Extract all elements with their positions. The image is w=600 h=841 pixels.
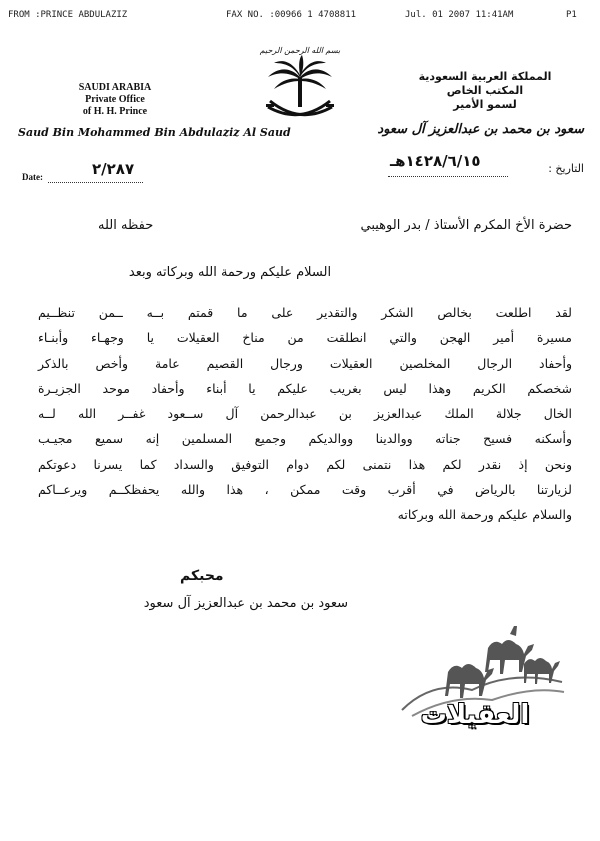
- sign-off: محبكم: [180, 568, 224, 584]
- letterhead-english: [40, 82, 190, 118]
- arabic-date-dotted-line: [388, 176, 508, 177]
- arabic-calligraphy-name: سعود بن محمد بن عبدالعزيز آل سعود: [377, 122, 584, 137]
- body-line: شخصكم الكريم وهذا ليس بغريب عليكم يا أبناء وأحفاد موحد الجزيـرة: [38, 380, 572, 396]
- addressee: حضرة الأخ المكرم الأستاذ / بدر الوهيبي: [360, 218, 572, 233]
- fax-number: FAX NO. :00966 1 4708811: [226, 10, 357, 20]
- addressee-row: [38, 206, 572, 246]
- arabic-date-label: التاريخ :: [548, 162, 584, 175]
- body-line: الخال جلالة الملك عبدالعزيز بن عبدالرحمن آل ســعود غفــر الله لــه: [38, 406, 572, 422]
- body-line: ونحن إذ نقدر لكم هذا نتمنى لكم دوام التوفيق والسداد كما يسرنا دعوتكم: [38, 456, 572, 472]
- hijri-date: ١٤٢٨/٦/١٥هـ: [390, 152, 481, 170]
- body-line: وأسكنه فسيح جناته ووالدينا ووالديكم وجميع المسلمين إنه سميع مجيـب: [38, 431, 572, 447]
- letterhead-arabic: [410, 70, 560, 112]
- letter-body: [38, 206, 572, 528]
- fax-header: [0, 10, 600, 26]
- fax-page: P1: [566, 10, 577, 20]
- reference-number: ٢/٢٨٧: [92, 160, 135, 178]
- body-line: وأحفاد الرجال المخلصين العقيلات ورجال القصيم عامة وأخص بالذكر: [38, 355, 572, 371]
- body-line: والسلام عليكم ورحمة الله وبركاته: [397, 507, 572, 523]
- date-dotted-line: [48, 182, 143, 183]
- body-line: مسيرة أمير الهجن والتي انطلقت من مناخ العقيلات يا وجهـاء وأبنـاء: [38, 330, 572, 346]
- body-line: لقد اطلعت بخالص الشكر والتقدير على ما قمتم بــه ــمن تنظــيم: [38, 305, 572, 320]
- sender-name: سعود بن محمد بن عبدالعزيز آل سعود: [143, 596, 348, 611]
- greeting: السلام عليكم ورحمة الله وبركاته وبعد: [128, 265, 332, 280]
- letterhead-line: لسمو الأمير: [453, 98, 517, 111]
- english-calligraphy-name: Saud Bin Mohammed Bin Abdulaziz Al Saud: [18, 126, 291, 139]
- letterhead-line: of H. H. Prince: [82, 106, 148, 117]
- honorific: حفظه الله: [98, 218, 154, 233]
- letterhead-line: المملكة العربية السعودية: [418, 70, 552, 83]
- saudi-emblem: [258, 46, 342, 130]
- fax-from: FROM :PRINCE ABDULAZIZ: [8, 10, 128, 20]
- date-label: Date:: [22, 172, 43, 182]
- letterhead-line: SAUDI ARABIA: [78, 82, 152, 93]
- fax-datetime: Jul. 01 2007 11:41AM: [405, 10, 514, 20]
- basmala: بسم الله الرحمن الرحيم: [259, 46, 341, 55]
- logo-text: العقيلات: [420, 700, 530, 730]
- palm-and-swords-icon: [258, 55, 342, 127]
- letterhead-line: المكتب الخاص: [446, 84, 524, 97]
- letterhead-line: Private Office: [85, 94, 145, 105]
- body-line: لزيارتنا بالرياض في أقرب وقت ممكن ، هذا والله يحفظكــم ويرعــاكم: [38, 482, 572, 498]
